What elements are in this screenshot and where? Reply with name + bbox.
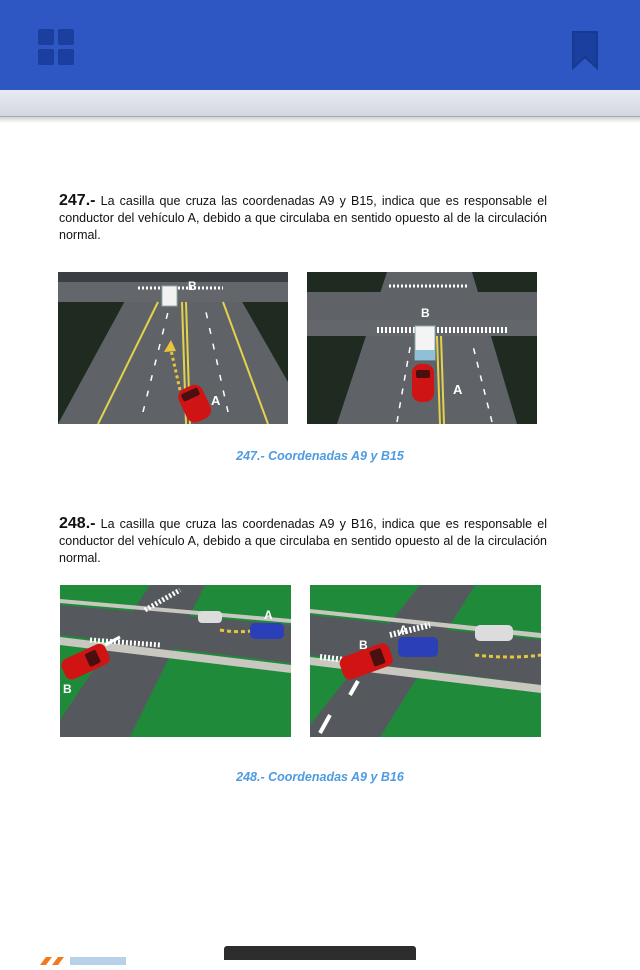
vehicle-a-label: A	[399, 623, 408, 637]
vehicle-a-label: A	[264, 608, 273, 622]
toolbar-shadow	[0, 117, 640, 123]
question-number: 247.-	[59, 192, 96, 209]
app-bar	[0, 0, 640, 90]
caption-248: 248.- Coordenadas A9 y B16	[236, 770, 404, 784]
diagram-248-left	[60, 585, 291, 737]
grid-menu-icon[interactable]	[38, 29, 76, 67]
publisher-logo	[40, 952, 126, 960]
question-text: La casilla que cruza las coordenadas A9 y B16, indica que es responsable el conductor del vehículo A, debido a que circulaba en sentido opuesto al de la circulación normal.	[59, 517, 547, 565]
vehicle-b-label: B	[421, 306, 430, 320]
caption-247: 247.- Coordenadas A9 y B15	[236, 449, 404, 463]
vehicle-a-label: A	[211, 393, 221, 408]
bottom-handle[interactable]	[224, 946, 416, 960]
diagram-248-right	[310, 585, 541, 737]
question-text: La casilla que cruza las coordenadas A9 y B15, indica que es responsable el conductor del vehículo A, debido a que circulaba en sentido opuesto al de la circulación normal.	[59, 194, 547, 242]
question-number: 248.-	[59, 515, 96, 532]
bookmark-icon[interactable]	[571, 30, 599, 70]
vehicle-b-label: B	[188, 279, 197, 293]
question-247	[59, 192, 547, 244]
vehicle-b-label: B	[63, 682, 72, 696]
question-248	[59, 515, 547, 567]
vehicle-a-label: A	[453, 382, 463, 397]
diagram-247-left	[58, 272, 288, 424]
diagram-247-right	[307, 272, 537, 424]
toolbar-strip	[0, 90, 640, 117]
vehicle-b-label: B	[359, 638, 368, 652]
